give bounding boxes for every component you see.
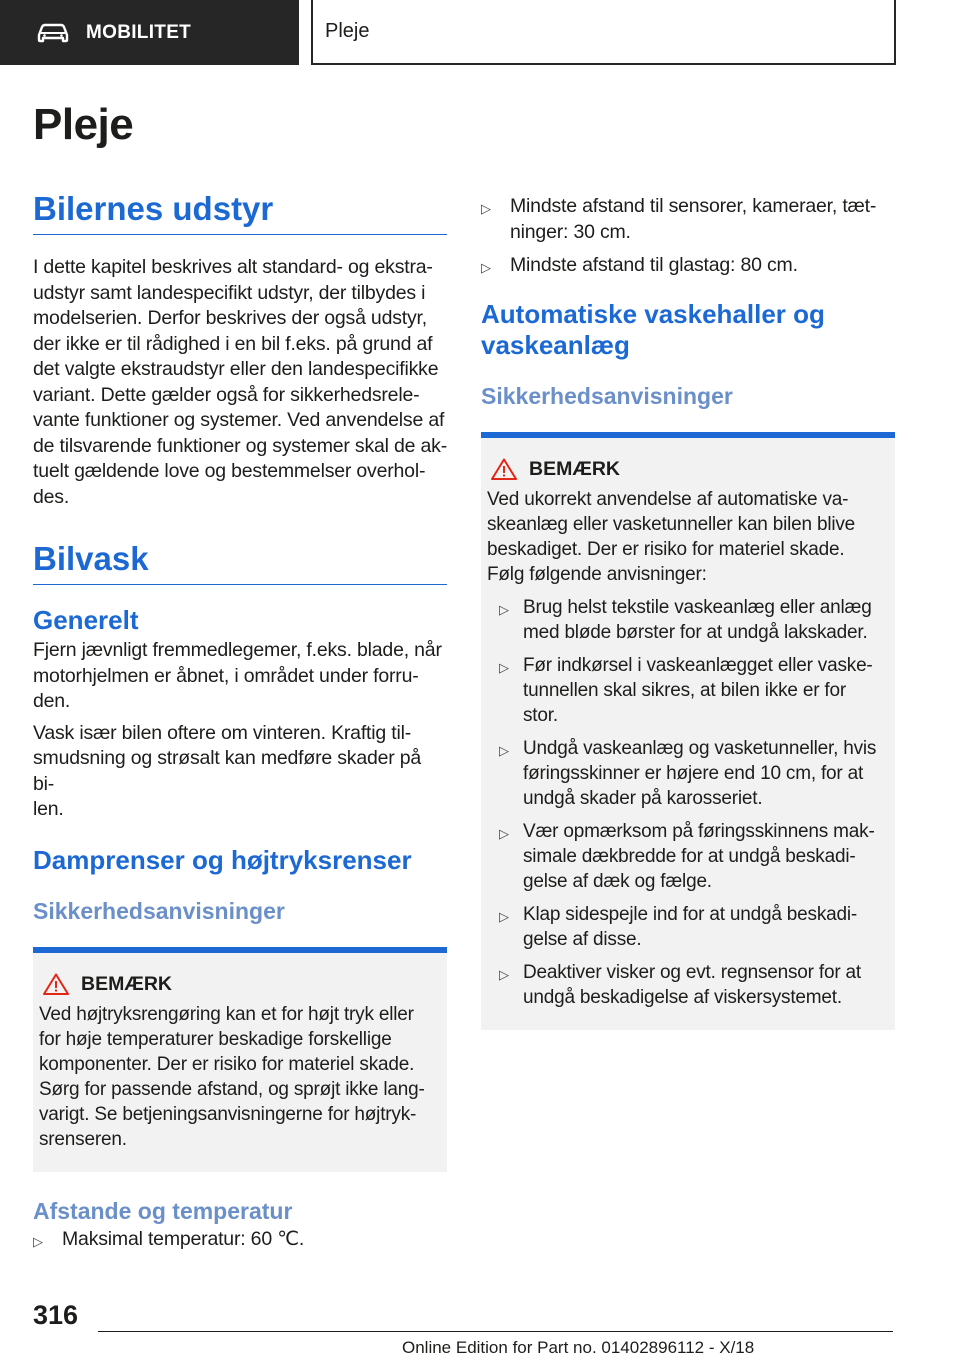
- notice-text: [39, 1002, 441, 1152]
- text-line: ninger: 30 cm.: [510, 220, 631, 243]
- triangle-bullet-icon: ▷: [33, 1233, 43, 1249]
- text-line: skeanlæg eller vasketunneller kan bilen blive: [487, 513, 856, 535]
- text-line: Sørg for passende afstand, og sprøjt ikke lang-: [39, 1078, 425, 1100]
- heading-bilvask: Bilvask: [33, 540, 447, 585]
- list-item: [487, 595, 889, 645]
- text-line: de tilsvarende funktioner og systemer skal de ak-: [33, 434, 447, 457]
- text-line: Deaktiver visker og evt. regnsensor for at: [523, 961, 861, 983]
- paragraph-udstyr: [33, 255, 447, 510]
- edition-note: Online Edition for Part no. 01402896112 - X/18: [402, 1338, 755, 1357]
- notice-text: [487, 487, 889, 587]
- list-item: [481, 253, 895, 279]
- heading-bilernes-udstyr: Bilernes udstyr: [33, 190, 447, 235]
- triangle-bullet-icon: ▷: [481, 201, 491, 216]
- triangle-bullet-icon: ▷: [499, 966, 509, 982]
- paragraph-generelt-2: [33, 721, 447, 823]
- notice-header: [487, 458, 889, 481]
- footer-divider: [98, 1331, 893, 1332]
- triangle-bullet-icon: ▷: [499, 601, 509, 617]
- list-item-text: Maksimal temperatur: 60 ℃.: [62, 1227, 305, 1250]
- text-line: det valgte ekstraudstyr eller den landespecifikke: [33, 358, 439, 380]
- text-line: varigt. Se betjeningsanvisningerne for højtryk-: [39, 1103, 417, 1125]
- notice-box: [481, 432, 895, 1030]
- text-line: Fjern jævnligt fremmedlegemer, f.eks. blade, når: [33, 639, 442, 661]
- text-line: stor.: [523, 704, 558, 726]
- warning-icon: [491, 458, 517, 480]
- text-line: smudsning og strøsalt kan medføre skader på bi-: [33, 747, 422, 795]
- triangle-bullet-icon: ▷: [499, 908, 509, 924]
- text-line: simale dækbredde for at undgå beskadi-: [523, 845, 856, 867]
- text-line: føringsskinner er højere end 10 cm, for at: [523, 762, 864, 784]
- heading-line: Automatiske vaskehaller og: [481, 298, 825, 329]
- list-item-text: Mindste afstand til glastag: 80 cm.: [510, 254, 798, 276]
- text-line: variant. Dette gælder også for sikkerhedsrele-: [33, 383, 420, 406]
- list-item-text: [510, 194, 895, 245]
- notice-box: [33, 947, 447, 1172]
- heading-damprenser: Damprenser og højtryksrenser: [33, 844, 412, 875]
- list-item-text: [523, 653, 889, 728]
- triangle-bullet-icon: ▷: [499, 742, 509, 758]
- text-line: den.: [33, 690, 71, 712]
- text-line: beskadiget. Der er risiko for materiel skade.: [487, 538, 845, 560]
- text-line: for høje temperaturer beskadige forskellige: [39, 1028, 392, 1050]
- list-item: [33, 1227, 447, 1253]
- chapter-label: MOBILITET: [86, 21, 192, 43]
- text-line: motorhjelmen er åbnet, i området under forru-: [33, 664, 419, 687]
- paragraph-generelt-1: [33, 638, 447, 715]
- text-line: gelse af dæk og fælge.: [523, 870, 712, 892]
- list-item: [487, 902, 889, 952]
- text-line: tuelt gældende love og bestemmelser overhol-: [33, 460, 426, 482]
- chapter-tab[interactable]: [0, 0, 299, 65]
- text-line: Klap sidespejle ind for at undgå beskadi-: [523, 903, 858, 925]
- text-line: srenseren.: [39, 1128, 127, 1150]
- text-line: Ved højtryksrengøring kan et for højt tryk eller: [39, 1003, 414, 1025]
- heading-sikkerhedsanvisninger: Sikkerhedsanvisninger: [33, 897, 285, 924]
- notice-label: BEMÆRK: [529, 457, 620, 480]
- triangle-bullet-icon: ▷: [499, 659, 509, 675]
- text-line: Før indkørsel i vaskeanlægget eller vaske-: [523, 654, 873, 676]
- heading-sikkerhedsanvisninger: Sikkerhedsanvisninger: [481, 382, 733, 409]
- left-column: [33, 190, 447, 1252]
- heading-generelt: Generelt: [33, 605, 139, 635]
- right-column: [481, 194, 895, 1030]
- text-line: Følg følgende anvisninger:: [487, 563, 707, 585]
- triangle-bullet-icon: ▷: [499, 825, 509, 841]
- notice-list: [487, 595, 889, 1010]
- text-line: komponenter. Der er risiko for materiel skade.: [39, 1053, 415, 1075]
- text-line: Ved ukorrekt anvendelse af automatiske va-: [487, 488, 849, 510]
- text-line: I dette kapitel beskrives alt standard- og ekstra-: [33, 256, 433, 278]
- section-tab[interactable]: [311, 0, 896, 65]
- text-line: modelserien. Derfor beskrives der også udstyr,: [33, 307, 427, 329]
- list-item-text: [523, 902, 889, 952]
- list-item: [487, 819, 889, 894]
- list-item: [487, 736, 889, 811]
- text-line: udstyr samt landespecifikt udstyr, der tilbydes i: [33, 281, 426, 304]
- list-item: [487, 653, 889, 728]
- page-number: 316: [33, 1300, 79, 1330]
- list-item: [481, 194, 895, 245]
- notice-label: BEMÆRK: [81, 972, 172, 995]
- text-line: der ikke er til rådighed i en bil f.eks. på grund af: [33, 332, 433, 355]
- list-item-text: [523, 595, 889, 645]
- text-line: Undgå vaskeanlæg og vasketunneller, hvis: [523, 737, 877, 759]
- list-item-text: [523, 819, 889, 894]
- list-item-text: [523, 736, 889, 811]
- text-line: Vask især bilen oftere om vinteren. Kraftig til-: [33, 721, 412, 744]
- heading-afstande: Afstande og temperatur: [33, 1197, 293, 1224]
- notice-header: [39, 973, 441, 996]
- text-line: tunnellen skal sikres, at bilen ikke er for: [523, 679, 847, 701]
- list-item: [487, 960, 889, 1010]
- text-line: med bløde børster for at undgå lakskader.: [523, 621, 868, 643]
- section-label: Pleje: [325, 20, 370, 42]
- list-item-text: [523, 960, 889, 1010]
- text-line: undgå skader på karosseriet.: [523, 787, 763, 809]
- text-line: gelse af disse.: [523, 928, 642, 950]
- warning-icon: [43, 973, 69, 995]
- text-line: len.: [33, 798, 64, 820]
- heading-automatiske-vaskehaller: [481, 299, 895, 361]
- page-title: Pleje: [33, 100, 134, 149]
- triangle-bullet-icon: ▷: [481, 260, 491, 275]
- text-line: Mindste afstand til sensorer, kameraer, tæt-: [510, 195, 877, 217]
- text-line: undgå beskadigelse af viskersystemet.: [523, 986, 842, 1008]
- text-line: vante funktioner og systemer. Ved anvendelse af: [33, 409, 445, 431]
- text-line: Brug helst tekstile vaskeanlæg eller anlæg: [523, 596, 872, 618]
- heading-line: vaskeanlæg: [481, 329, 630, 360]
- car-icon: [36, 23, 70, 43]
- text-line: Vær opmærksom på føringsskinnens mak-: [523, 820, 875, 842]
- text-line: des.: [33, 485, 70, 508]
